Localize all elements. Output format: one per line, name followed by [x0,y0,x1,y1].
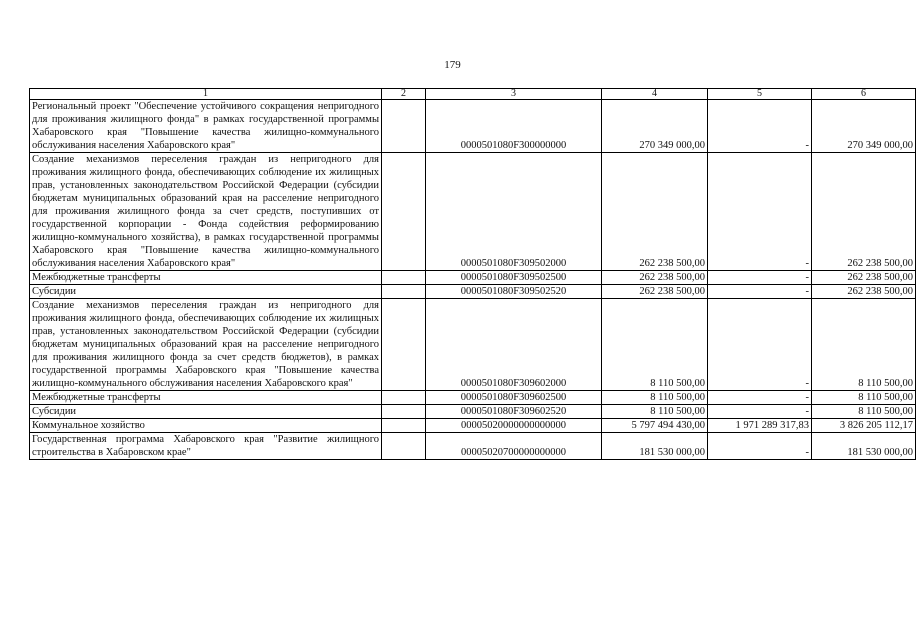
row-value-4: 8 110 500,00 [602,405,708,419]
row-col2 [382,100,426,153]
row-name: Создание механизмов переселения граждан из непригодного для проживания жилищного фонда, обеспечивающих соблюдение их жилищных прав, установленных законодательством Российской Федерации (субсидии бюджетам муниципальных образований края на расселение непригодного для проживания жилищного фонда за счет средств бюджетов), в рамках государственной программы Хабаровского края "Повышение качества жилищно-коммунального обслуживания населения Хабаровского края" [30,299,382,391]
table-row [30,391,916,405]
row-col2 [382,405,426,419]
row-value-4: 270 349 000,00 [602,100,708,153]
row-code: 0000501080F309502000 [426,153,602,271]
row-name: Создание механизмов переселения граждан из непригодного для проживания жилищного фонда, обеспечивающих соблюдение их жилищных прав, установленных законодательством Российской Федерации (субсидии бюджетам муниципальных образований края на расселение непригодного для проживания жилищного фонда за счет средств, поступивших от государственной корпорации - Фонда содействия реформированию жилищно-коммунального хозяйства), в рамках государственной программы Хабаровского края "Повышение качества жилищно-коммунального обслуживания населения Хабаровского края" [30,153,382,271]
budget-table [29,88,916,460]
row-value-5: - [708,100,812,153]
row-value-5: - [708,299,812,391]
row-code: 0000501080F300000000 [426,100,602,153]
table-row [30,419,916,433]
row-name: Региональный проект "Обеспечение устойчивого сокращения непригодного для проживания жилищного фонда" в рамках государственной программы Хабаровского края "Повышение качества жилищно-коммунального обслуживания населения Хабаровского края" [30,100,382,153]
row-value-4: 5 797 494 430,00 [602,419,708,433]
row-value-6: 8 110 500,00 [812,391,916,405]
row-code: 0000501080F309502500 [426,271,602,285]
row-name: Межбюджетные трансферты [30,391,382,405]
row-code: 0000501080F309602500 [426,391,602,405]
column-header: 6 [812,89,916,100]
row-code: 0000501080F309602000 [426,299,602,391]
page-number: 179 [444,59,461,71]
row-col2 [382,419,426,433]
row-value-6: 181 530 000,00 [812,433,916,460]
table-row [30,433,916,460]
row-code: 0000501080F309602520 [426,405,602,419]
column-header: 4 [602,89,708,100]
row-value-4: 262 238 500,00 [602,285,708,299]
table-row [30,299,916,391]
column-header: 1 [30,89,382,100]
column-header: 5 [708,89,812,100]
row-value-6: 270 349 000,00 [812,100,916,153]
row-col2 [382,299,426,391]
row-value-5: - [708,285,812,299]
row-value-5: 1 971 289 317,83 [708,419,812,433]
row-value-4: 8 110 500,00 [602,299,708,391]
table-row [30,100,916,153]
row-col2 [382,153,426,271]
row-value-4: 181 530 000,00 [602,433,708,460]
row-name: Коммунальное хозяйство [30,419,382,433]
row-name: Государственная программа Хабаровского края "Развитие жилищного строительства в Хабаровском крае" [30,433,382,460]
row-value-4: 262 238 500,00 [602,271,708,285]
row-col2 [382,285,426,299]
row-value-5: - [708,153,812,271]
row-value-6: 8 110 500,00 [812,299,916,391]
table-row [30,153,916,271]
row-value-5: - [708,271,812,285]
row-value-4: 262 238 500,00 [602,153,708,271]
row-name: Субсидии [30,285,382,299]
row-value-6: 3 826 205 112,17 [812,419,916,433]
row-value-5: - [708,405,812,419]
table-row [30,285,916,299]
row-code: 00005020700000000000 [426,433,602,460]
row-code: 00005020000000000000 [426,419,602,433]
table-header-row [30,89,916,100]
row-value-6: 262 238 500,00 [812,285,916,299]
row-value-6: 8 110 500,00 [812,405,916,419]
row-value-6: 262 238 500,00 [812,153,916,271]
row-col2 [382,271,426,285]
column-header: 2 [382,89,426,100]
row-code: 0000501080F309502520 [426,285,602,299]
row-value-5: - [708,391,812,405]
row-value-5: - [708,433,812,460]
row-col2 [382,391,426,405]
row-value-6: 262 238 500,00 [812,271,916,285]
table-row [30,271,916,285]
row-name: Субсидии [30,405,382,419]
table-row [30,405,916,419]
row-name: Межбюджетные трансферты [30,271,382,285]
row-value-4: 8 110 500,00 [602,391,708,405]
column-header: 3 [426,89,602,100]
row-col2 [382,433,426,460]
